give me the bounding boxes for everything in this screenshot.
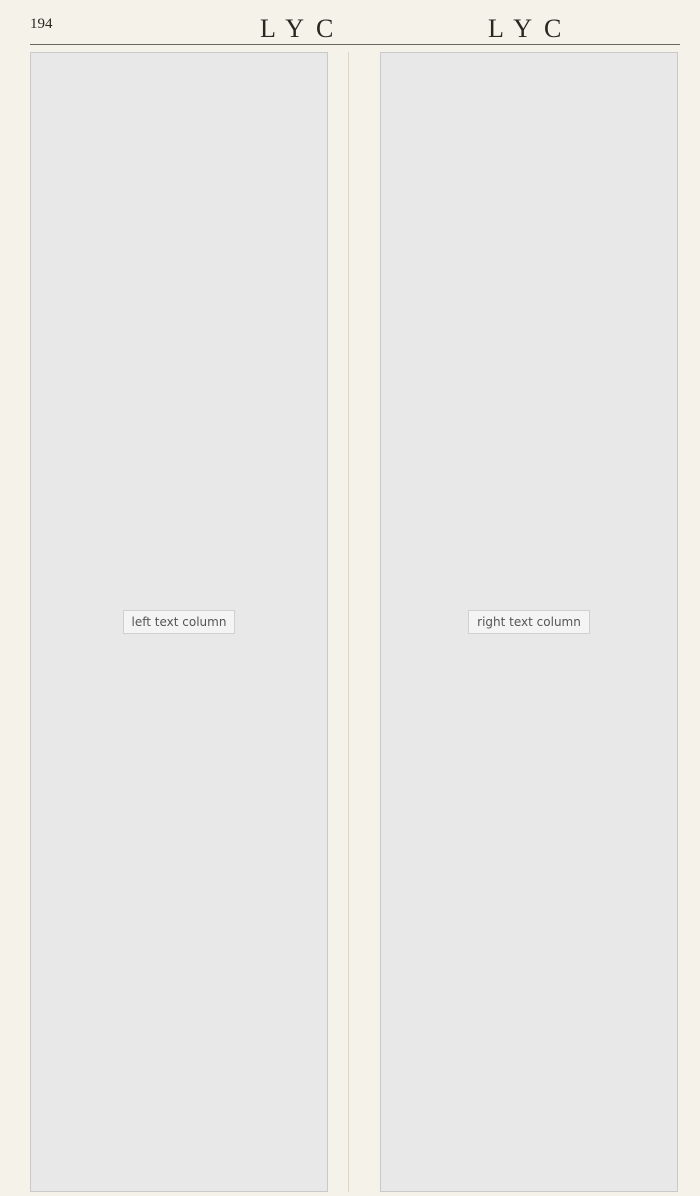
left-text-column-label: left text column — [123, 610, 236, 634]
running-head-left: LYC — [260, 14, 346, 43]
running-head-right: LYC — [488, 14, 574, 43]
right-text-column-label: right text column — [468, 610, 590, 634]
right-text-column-placeholder — [380, 52, 678, 1192]
left-text-column — [30, 52, 328, 1192]
left-text-column-placeholder — [30, 52, 328, 1192]
header-rule — [30, 44, 680, 45]
page-number: 194 — [30, 16, 53, 32]
column-gutter — [348, 52, 349, 1192]
page-header — [0, 0, 700, 52]
right-text-column — [380, 52, 678, 1192]
